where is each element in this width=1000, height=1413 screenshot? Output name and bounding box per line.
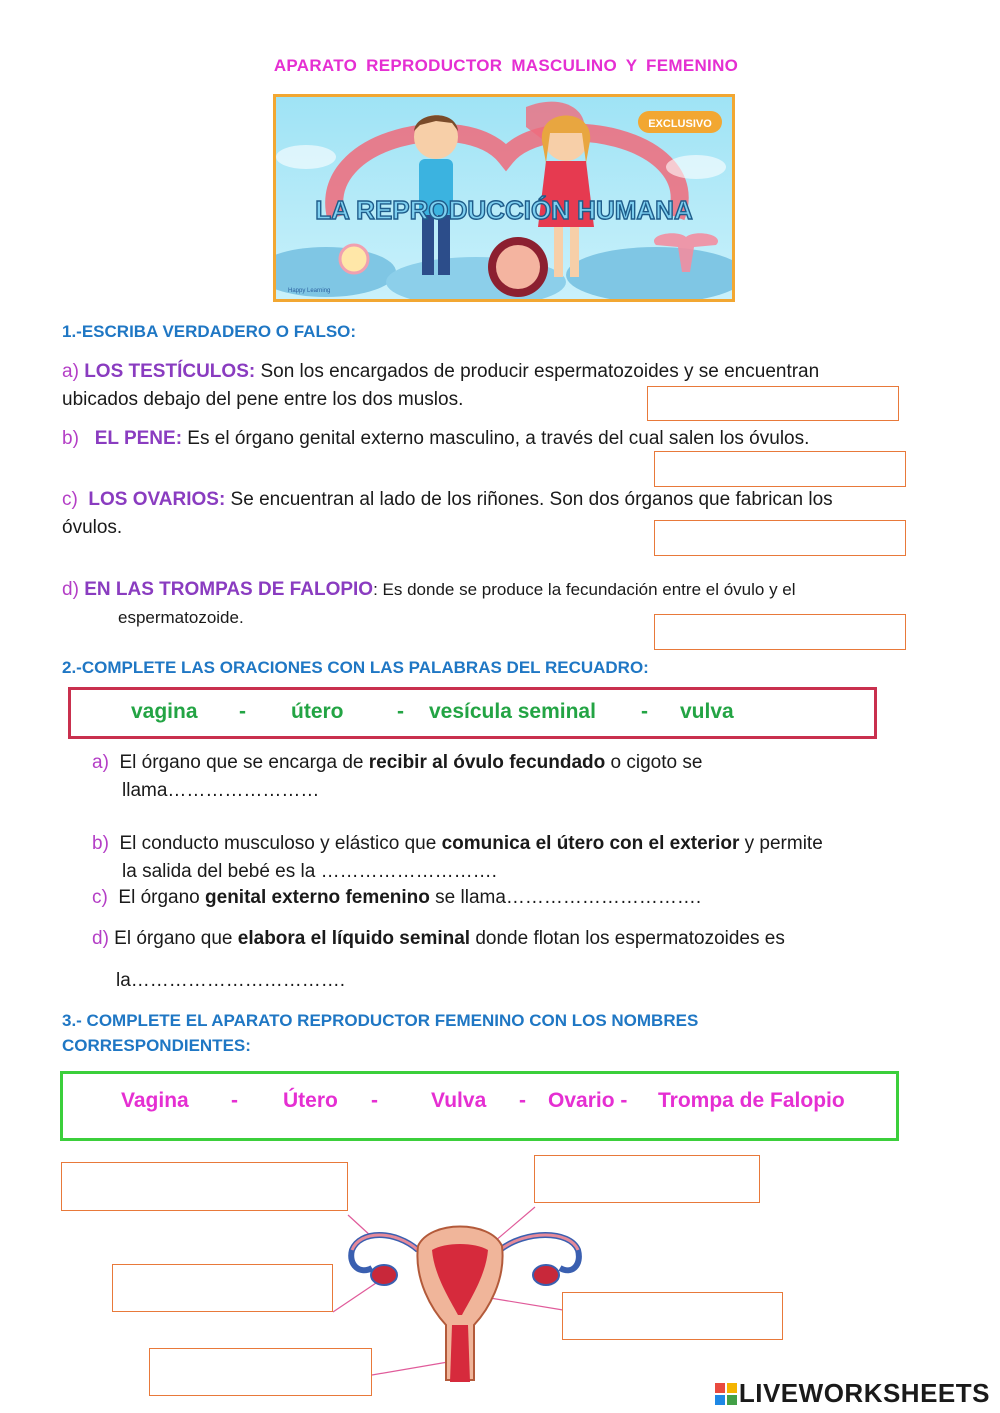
sentence-d-blank[interactable]: la…………………………….: [116, 970, 346, 991]
label-box-top-right[interactable]: [534, 1155, 760, 1203]
word-bank-word: Ovario -: [548, 1089, 628, 1112]
banner-badge: EXCLUSIVO: [648, 118, 712, 130]
question-term: EN LAS TROMPAS DE FALOPIO: [84, 579, 374, 600]
sentence-blank[interactable]: llama……………………: [122, 780, 320, 801]
question-text: : Es donde se produce la fecundación entre el óvulo y el: [373, 580, 796, 599]
question-text: Se encuentran al lado de los riñones. Son dos órganos que fabrican los: [225, 489, 833, 510]
word-bank-word: vagina: [131, 700, 198, 723]
sentence-bold: elabora el líquido seminal: [237, 928, 471, 949]
sentence-text: donde flotan los espermatozoides es: [470, 928, 785, 949]
word-bank-separator: -: [519, 1089, 526, 1112]
banner-image: [273, 94, 735, 302]
section3-heading-line1: 3.- COMPLETE EL APARATO REPRODUCTOR FEMENINO CON LOS NOMBRES: [62, 1011, 699, 1030]
word-bank-separator: -: [231, 1089, 238, 1112]
sentence-letter: d): [92, 928, 109, 949]
label-box-middle-left[interactable]: [112, 1264, 333, 1312]
sentence-bold: recibir al óvulo fecundado: [368, 752, 606, 773]
word-bank-word: Vagina: [121, 1089, 189, 1112]
sentence-bold: comunica el útero con el exterior: [441, 833, 740, 854]
word-bank-separator: -: [239, 700, 246, 723]
page-title: APARATO REPRODUCTOR MASCULINO Y FEMENINO: [273, 56, 739, 75]
sentence-b: [92, 830, 972, 886]
word-bank-1: [68, 687, 877, 739]
question-letter: c): [62, 489, 78, 510]
word-bank-2: [60, 1071, 899, 1141]
question-text: óvulos.: [62, 517, 123, 538]
question-term: LOS TESTÍCULOS:: [84, 361, 256, 382]
sentence-text: El órgano que: [108, 928, 238, 949]
sentence-letter: a): [92, 752, 109, 773]
answer-box-c[interactable]: [654, 520, 906, 556]
sentence-text: El órgano que se encarga de: [119, 752, 369, 773]
sentence-blank[interactable]: la salida del bebé es la ……………………….: [122, 861, 497, 882]
word-bank-separator: -: [397, 700, 404, 723]
word-bank-word: útero: [291, 700, 344, 723]
sentence-bold: genital externo femenino: [205, 887, 430, 908]
sentence-a: [92, 749, 952, 805]
answer-box-a[interactable]: [647, 386, 899, 421]
sentence-letter: c): [92, 887, 108, 908]
question-text: ubicados debajo del pene entre los dos muslos.: [62, 389, 464, 410]
word-bank-separator: -: [641, 700, 648, 723]
section3-heading: [62, 1008, 698, 1058]
sentence-text: El conducto musculoso y elástico que: [119, 833, 442, 854]
label-box-bottom-left[interactable]: [149, 1348, 372, 1396]
banner-heading: LA REPRODUCCIÓN HUMANA: [315, 195, 693, 225]
right-ovary: [533, 1265, 559, 1285]
sentence-d: [92, 925, 972, 953]
answer-box-b[interactable]: [654, 451, 906, 487]
word-bank-separator: -: [371, 1089, 378, 1112]
answer-box-d[interactable]: [654, 614, 906, 650]
label-box-top-left[interactable]: [61, 1162, 348, 1211]
banner-illustration: [276, 97, 732, 299]
word-bank-word: vesícula seminal: [429, 700, 596, 723]
left-ovary: [371, 1265, 397, 1285]
question-text: espermatozoide.: [118, 608, 244, 627]
question-b: [62, 425, 962, 453]
liveworksheets-icon: [715, 1381, 737, 1403]
question-letter: a): [62, 361, 79, 382]
leader-line: [372, 1362, 448, 1375]
banner-logo: Happy Learning: [288, 288, 331, 294]
question-text: Es el órgano genital externo masculino, a través del cual salen los óvulos.: [182, 428, 810, 449]
liveworksheets-logo: [715, 1378, 990, 1409]
liveworksheets-text: LIVEWORKSHEETS: [738, 1378, 990, 1408]
sentence-letter: b): [92, 833, 109, 854]
sentence-text: y permite: [739, 833, 823, 854]
section1-heading: 1.-ESCRIBA VERDADERO O FALSO:: [62, 322, 357, 341]
word-bank-word: Vulva: [431, 1089, 487, 1112]
vagina-canal: [450, 1325, 470, 1382]
label-box-middle-right[interactable]: [562, 1292, 783, 1340]
section2-heading: 2.-COMPLETE LAS ORACIONES CON LAS PALABRAS DEL RECUADRO:: [62, 658, 649, 677]
word-bank-word: Trompa de Falopio: [658, 1089, 845, 1112]
question-term: EL PENE:: [94, 428, 183, 449]
section3-heading-line2: CORRESPONDIENTES:: [62, 1036, 251, 1055]
sentence-text: El órgano: [118, 887, 206, 908]
question-term: LOS OVARIOS:: [88, 489, 226, 510]
word-bank-word: vulva: [680, 700, 734, 723]
sentence-blank[interactable]: se llama………………………….: [429, 887, 702, 908]
word-bank-word: Útero: [283, 1089, 338, 1112]
sentence-text: o cigoto se: [605, 752, 703, 773]
question-letter: b): [62, 428, 79, 449]
question-letter: d): [62, 579, 79, 600]
sentence-c: [92, 884, 972, 912]
question-text: Son los encargados de producir espermatozoides y se encuentran: [255, 361, 820, 382]
